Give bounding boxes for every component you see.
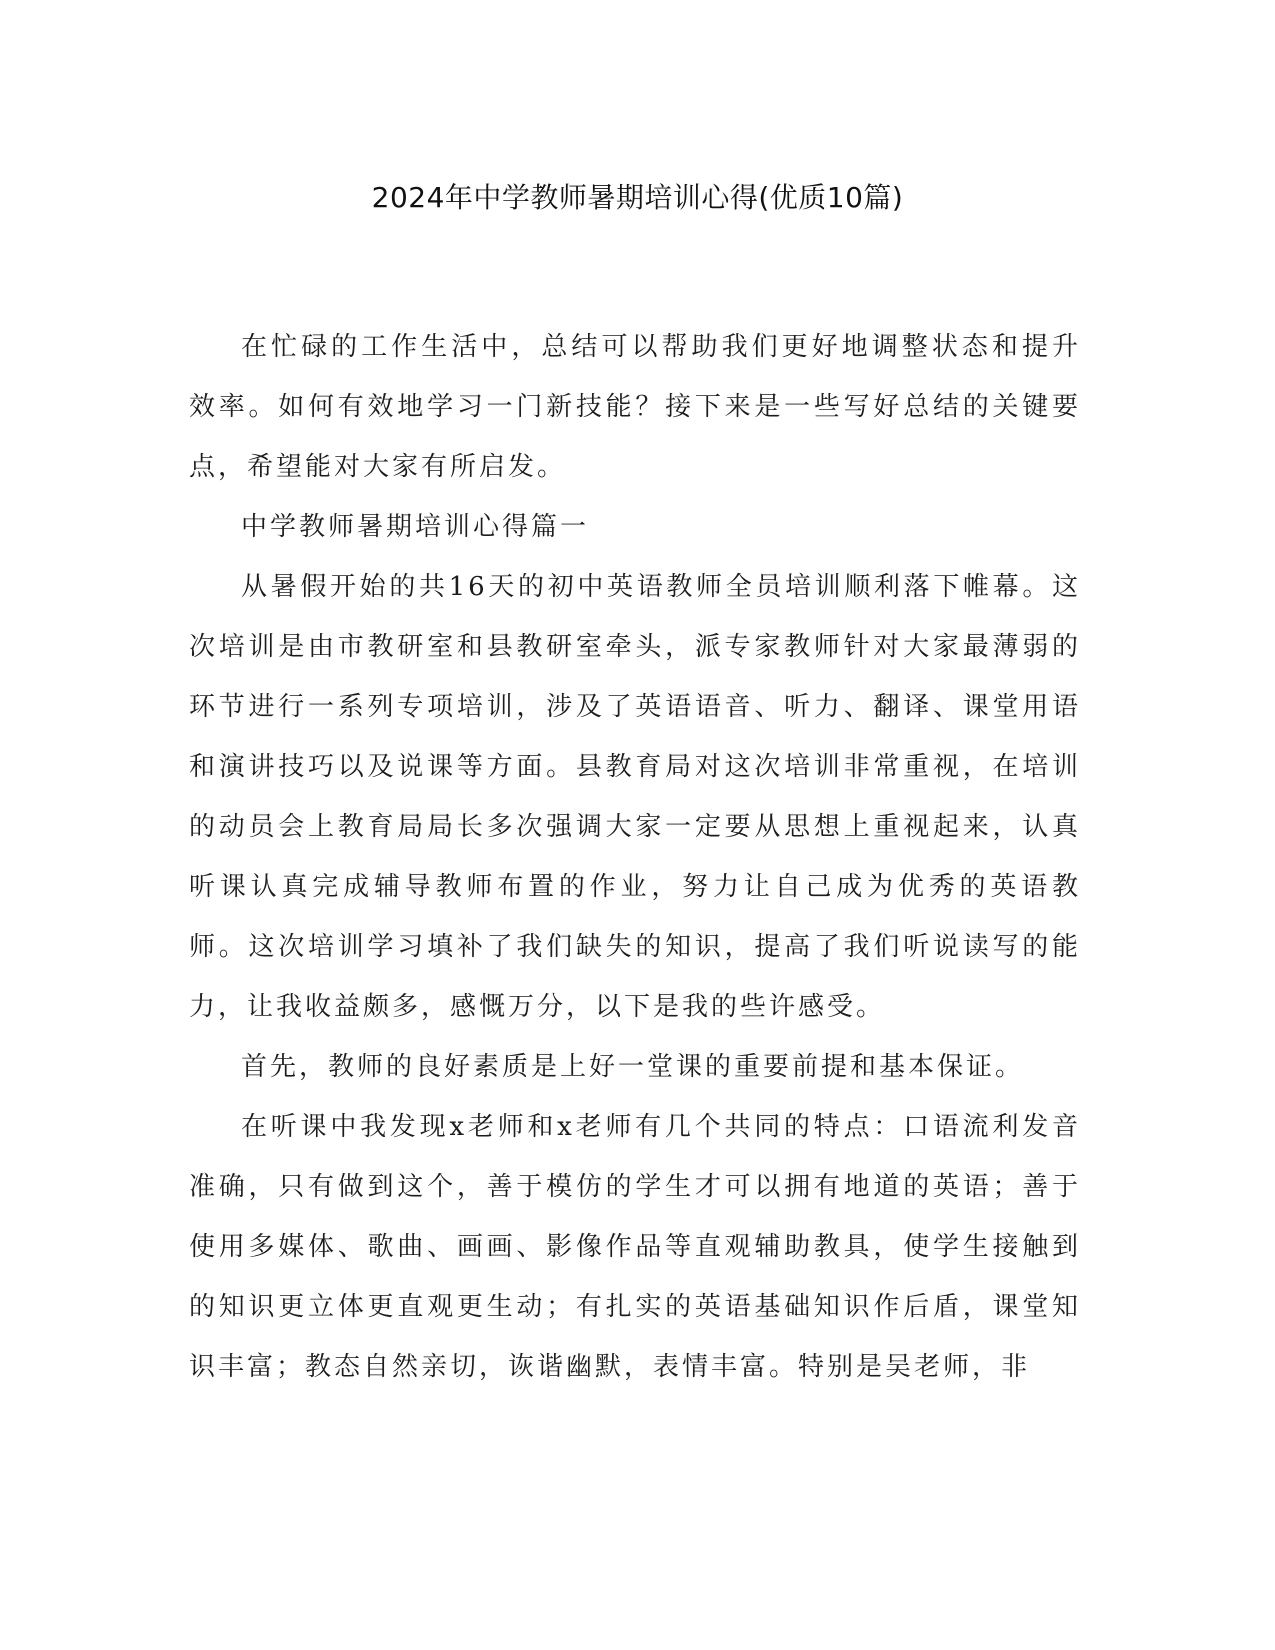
document-body — [189, 317, 1081, 1397]
intro-paragraph: 在忙碌的工作生活中，总结可以帮助我们更好地调整状态和提升效率。如何有效地学习一门新技能？接下来是一些写好总结的关键要点，希望能对大家有所启发。 — [189, 332, 1081, 482]
body-paragraph: 首先，教师的良好素质是上好一堂课的重要前提和基本保证。 — [241, 1052, 1025, 1082]
section-heading: 中学教师暑期培训心得篇一 — [241, 512, 590, 542]
document-title: 2024年中学教师暑期培训心得(优质10篇) — [371, 181, 904, 214]
body-paragraph: 从暑假开始的共16天的初中英语教师全员培训顺利落下帷幕。这次培训是由市教研室和县教研室牵头，派专家教师针对大家最薄弱的环节进行一系列专项培训，涉及了英语语音、听力、翻译、课堂用语和演讲技巧以及说课等方面。县教育局对这次培训非常重视，在培训的动员会上教育局局长多次强调大家一定要从思想上重视起来，认真听课认真完成辅导教师布置的作业，努力让自己成为优秀的英语教师。这次培训学习填补了我们缺失的知识，提高了我们听说读写的能力，让我收益颇多，感慨万分，以下是我的些许感受。 — [189, 572, 1081, 1022]
body-paragraph: 在听课中我发现x老师和x老师有几个共同的特点：口语流利发音准确，只有做到这个，善于模仿的学生才可以拥有地道的英语；善于使用多媒体、歌曲、画画、影像作品等直观辅助教具，使学生接触到的知识更立体更直观更生动；有扎实的英语基础知识作后盾，课堂知识丰富；教态自然亲切，诙谐幽默，表情丰富。特别是吴老师，非 — [189, 1112, 1081, 1382]
